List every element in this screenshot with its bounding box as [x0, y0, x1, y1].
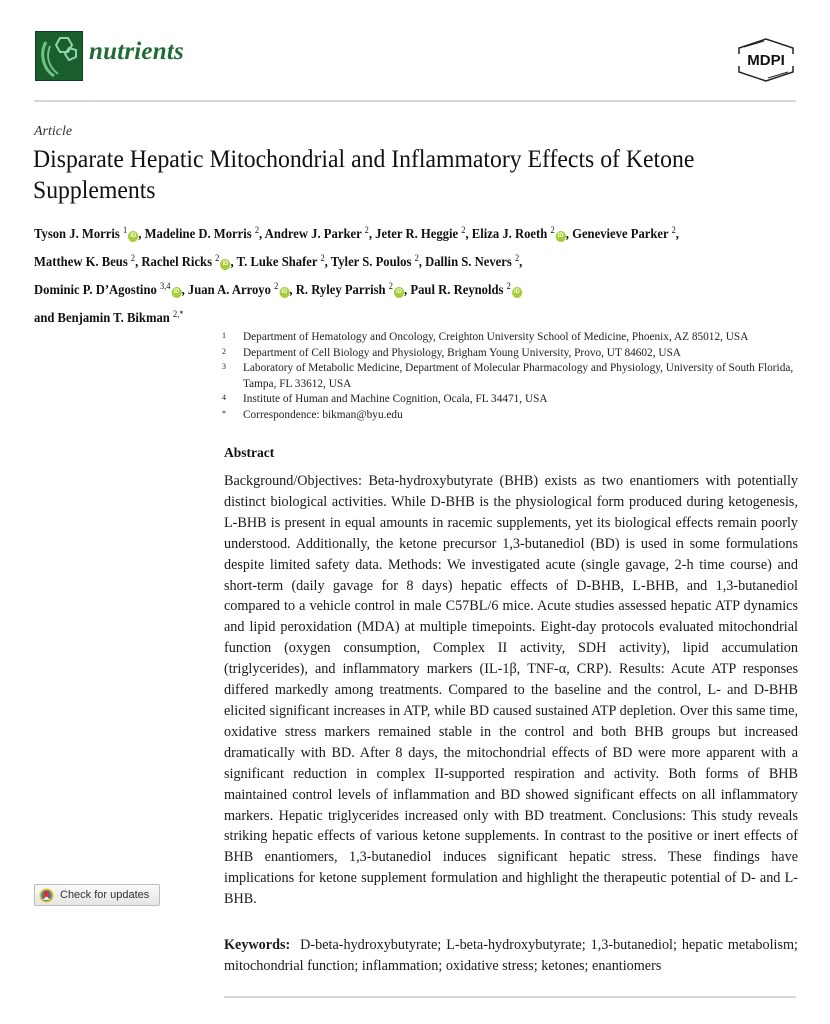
- article-title: Disparate Hepatic Mitochondrial and Inflammatory Effects of Ketone Supplements: [33, 144, 695, 204]
- affiliation-1: 1 Department of Hematology and Oncology, Creighton University School of Medicine, Phoenix, AZ 85012, USA: [222, 331, 749, 343]
- author-affiliation-ref: 2: [414, 253, 419, 263]
- author-name[interactable]: Dallin S. Nevers: [425, 254, 515, 269]
- author-affiliation-ref: 2: [215, 253, 220, 263]
- author-name[interactable]: Dominic P. D’Agostino: [34, 282, 160, 297]
- author-name[interactable]: Juan A. Arroyo: [187, 282, 275, 297]
- mdpi-logo-icon: [736, 38, 796, 82]
- affiliation-4: 4 Institute of Human and Machine Cognition, Ocala, FL 34471, USA: [222, 393, 548, 405]
- abstract-heading: Abstract: [224, 445, 275, 460]
- affiliation-2: 2 Department of Cell Biology and Physiology, Brigham Young University, Provo, UT 84602, USA: [222, 346, 681, 359]
- author-name[interactable]: T. Luke Shafer: [236, 254, 321, 269]
- author-name[interactable]: Tyler S. Poulos: [330, 254, 415, 269]
- crossmark-icon: [39, 888, 54, 903]
- keywords-list: D-beta-hydroxybutyrate; L-beta-hydroxybutyrate; 1,3-butanediol; hepatic metabolism; mitochondrial function; inflammation; oxidative stress; ketones; enantiomers: [224, 937, 798, 974]
- nutrients-logo-icon: [35, 31, 83, 81]
- affiliations: [222, 330, 812, 423]
- author-affiliation-ref: 2: [320, 253, 325, 263]
- check-for-updates-button[interactable]: [34, 884, 160, 906]
- journal-name: nutrients: [89, 38, 184, 65]
- author-affiliation-ref: 2: [274, 281, 279, 291]
- author-name[interactable]: Rachel Ricks: [141, 254, 216, 269]
- keywords-label: Keywords:: [224, 937, 291, 953]
- author-joiner: and: [34, 310, 58, 325]
- orcid-icon[interactable]: iD: [394, 287, 404, 298]
- check-for-updates-label: Check for updates: [60, 889, 150, 901]
- footer-divider: [224, 996, 796, 998]
- author-affiliation-ref: 3,4: [159, 281, 171, 291]
- author-affiliation-ref: 2: [364, 225, 369, 235]
- author-affiliation-ref: 2: [514, 253, 520, 263]
- article-type: Article: [34, 124, 73, 139]
- author-list: Tyson J. Morris $^1$iD , Madeline D. Morris $^2$, Andrew J. Parker $^2$, Jeter R. Heggie $^2$, Eliza J. Roeth $^2$iD , Genevieve Parker $^2$, Matthew K. Beus $^2$, Rachel Ricks $^2$iD , T. Luke Shafer $^2$, Tyler S. Poulos $^2$, Dallin S. Nevers $^2$, Dominic P. D’Agostino $^{3,4}$iD , Juan A. Arroyo $^2$iD , R. Ryley Parrish $^2$iD , Paul R. Reynolds $^2$iD and Benjamin T. Bikman $^{2,*}$: [34, 225, 679, 325]
- orcid-icon[interactable]: iD: [220, 259, 230, 270]
- author-affiliation-ref: 2: [506, 281, 511, 291]
- author-name[interactable]: Tyson J. Morris: [34, 226, 123, 241]
- abstract-text: Background/Objectives: Beta-hydroxybutyrate (BHB) exists as two enantiomers with potentially distinct biological activities. While D-BHB is the physiological form produced during ketogenesis, L-BHB is present in equal amounts in racemic supplements, yet its biological effects remain poorly understood. Additionally, the ketone precursor 1,3-butanediol (BD) is used in some formulations despite limited safety data. Methods: We investigated acute (single gavage, 2-h time course) and short-term (daily gavage for 8 days) hepatic effects of D-BHB, L-BHB, and 1,3-butanediol compared to a vehicle control in male C57BL/6 mice. Acute studies assessed hepatic ATP dynamics and lipid peroxidation (MDA) at multiple timepoints. Eight-day protocols evaluated mitochondrial function (oxygen consumption, Complex II activity, SDH activity), lipid accumulation (triglycerides), and inflammatory markers (IL-1β, TNF-α, CRP). Results: Acute ATP responses differed markedly among treatments. Compared to the baseline and the control, L- and D-BHB elicited significant increases in ATP, while BD caused sustained ATP depletion. Over this same time, oxidative stress markers remained stable in the control and both BHB groups but increased dramatically with BD. After 8 days, the mitochondrial effects of BD were more apparent with a significant reduction in complex II-supported respiration and activity. Both forms of BHB maintained control levels of inflammation and BD showed significant effects on all inflammatory markers. Hepatic triglycerides increased only with BD treatment. Conclusions: This study reveals striking hepatic effects of various ketone supplements. In contrast to the positive or inert effects of BHB enantiomers, 1,3-butanediol induces significant hepatic stress. These findings have implications for ketone supplement formulation and highlight the therapeutic potential of D- and L-BHB.: [224, 473, 798, 908]
- header-divider: [34, 100, 796, 102]
- author-name[interactable]: Madeline D. Morris: [144, 226, 255, 241]
- author-affiliation-ref: 2: [388, 281, 393, 291]
- correspondence: * Correspondence: bikman@byu.edu: [222, 408, 403, 421]
- author-name[interactable]: R. Ryley Parrish: [295, 282, 389, 297]
- author-name[interactable]: Matthew K. Beus: [34, 254, 131, 269]
- author-name[interactable]: Genevieve Parker: [572, 226, 672, 241]
- author-name[interactable]: Paul R. Reynolds: [410, 282, 507, 297]
- author-affiliation-ref: 2: [550, 225, 555, 235]
- author-name[interactable]: Benjamin T. Bikman: [57, 310, 174, 325]
- keywords: [224, 935, 798, 977]
- orcid-icon[interactable]: iD: [128, 231, 138, 242]
- orcid-icon[interactable]: iD: [279, 287, 289, 298]
- author-affiliation-ref: 2: [130, 253, 136, 263]
- author-affiliation-ref: 2: [671, 225, 676, 235]
- author-name[interactable]: Andrew J. Parker: [264, 226, 365, 241]
- author-affiliation-ref: 2: [254, 225, 260, 235]
- svg-text:MDPI: MDPI: [747, 52, 785, 69]
- author-name[interactable]: Eliza J. Roeth: [471, 226, 551, 241]
- orcid-icon[interactable]: iD: [512, 287, 522, 298]
- author-affiliation-ref: 1: [122, 225, 128, 235]
- orcid-icon[interactable]: iD: [556, 231, 566, 242]
- author-name[interactable]: Jeter R. Heggie: [375, 226, 462, 241]
- affiliation-3: 3 Laboratory of Metabolic Medicine, Department of Molecular Pharmacology and Physiology, University of South Florida, Tampa, FL 33612, USA: [222, 362, 794, 390]
- author-affiliation-ref: 2,*: [173, 309, 184, 319]
- author-affiliation-ref: 2: [461, 225, 466, 235]
- orcid-icon[interactable]: iD: [171, 287, 181, 298]
